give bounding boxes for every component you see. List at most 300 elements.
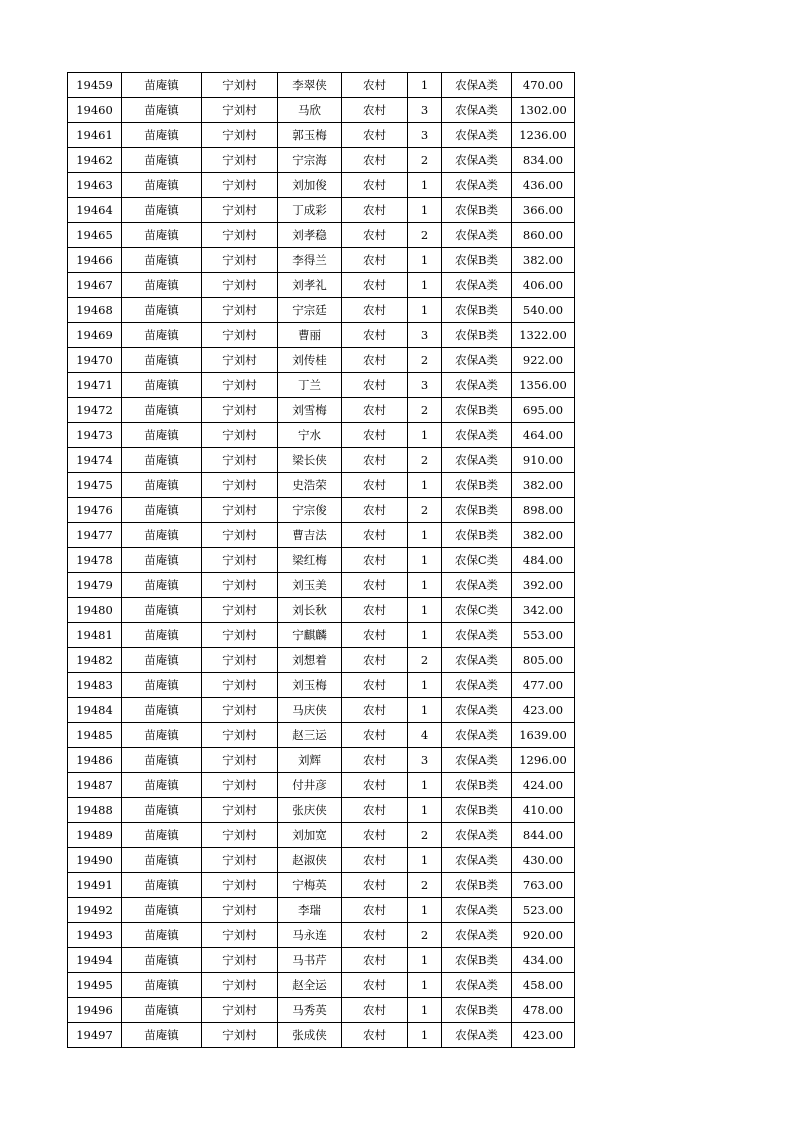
row-id-cell: 19496 [68,998,122,1023]
village-cell: 宁刘村 [202,648,278,673]
household-type-cell: 农村 [342,1023,408,1048]
insurance-class-cell: 农保A类 [442,373,512,398]
town-cell: 苗庵镇 [122,273,202,298]
name-cell: 赵三运 [278,723,342,748]
name-cell: 宁梅英 [278,873,342,898]
amount-cell: 477.00 [512,673,575,698]
town-cell: 苗庵镇 [122,823,202,848]
amount-cell: 860.00 [512,223,575,248]
household-type-cell: 农村 [342,848,408,873]
row-id-cell: 19464 [68,198,122,223]
insurance-class-cell: 农保A类 [442,898,512,923]
name-cell: 赵全运 [278,973,342,998]
member-count-cell: 2 [408,223,442,248]
member-count-cell: 1 [408,773,442,798]
amount-cell: 478.00 [512,998,575,1023]
amount-cell: 484.00 [512,548,575,573]
amount-cell: 366.00 [512,198,575,223]
household-type-cell: 农村 [342,148,408,173]
table-row [68,823,575,848]
town-cell: 苗庵镇 [122,198,202,223]
insurance-class-cell: 农保A类 [442,673,512,698]
household-type-cell: 农村 [342,748,408,773]
town-cell: 苗庵镇 [122,723,202,748]
town-cell: 苗庵镇 [122,148,202,173]
insurance-class-cell: 农保C类 [442,548,512,573]
town-cell: 苗庵镇 [122,773,202,798]
town-cell: 苗庵镇 [122,848,202,873]
member-count-cell: 1 [408,998,442,1023]
table-row [68,198,575,223]
town-cell: 苗庵镇 [122,398,202,423]
village-cell: 宁刘村 [202,973,278,998]
household-type-cell: 农村 [342,448,408,473]
table-row [68,898,575,923]
member-count-cell: 1 [408,623,442,648]
member-count-cell: 3 [408,373,442,398]
name-cell: 刘想着 [278,648,342,673]
household-type-cell: 农村 [342,198,408,223]
village-cell: 宁刘村 [202,898,278,923]
table-row [68,448,575,473]
village-cell: 宁刘村 [202,248,278,273]
insurance-class-cell: 农保A类 [442,848,512,873]
amount-cell: 464.00 [512,423,575,448]
row-id-cell: 19484 [68,698,122,723]
row-id-cell: 19476 [68,498,122,523]
member-count-cell: 1 [408,198,442,223]
amount-cell: 430.00 [512,848,575,873]
name-cell: 曹丽 [278,323,342,348]
name-cell: 马欣 [278,98,342,123]
town-cell: 苗庵镇 [122,673,202,698]
name-cell: 马永连 [278,923,342,948]
household-type-cell: 农村 [342,348,408,373]
amount-cell: 392.00 [512,573,575,598]
amount-cell: 910.00 [512,448,575,473]
town-cell: 苗庵镇 [122,1023,202,1048]
insurance-class-cell: 农保A类 [442,148,512,173]
member-count-cell: 1 [408,673,442,698]
member-count-cell: 2 [408,923,442,948]
household-type-cell: 农村 [342,648,408,673]
row-id-cell: 19470 [68,348,122,373]
town-cell: 苗庵镇 [122,523,202,548]
table-row [68,598,575,623]
table-row [68,573,575,598]
village-cell: 宁刘村 [202,448,278,473]
village-cell: 宁刘村 [202,223,278,248]
insurance-class-cell: 农保A类 [442,698,512,723]
row-id-cell: 19488 [68,798,122,823]
insurance-class-cell: 农保A类 [442,73,512,98]
table-row [68,98,575,123]
insurance-class-cell: 农保C类 [442,598,512,623]
table-row [68,648,575,673]
amount-cell: 458.00 [512,973,575,998]
village-cell: 宁刘村 [202,873,278,898]
household-type-cell: 农村 [342,798,408,823]
amount-cell: 763.00 [512,873,575,898]
village-cell: 宁刘村 [202,998,278,1023]
household-type-cell: 农村 [342,173,408,198]
village-cell: 宁刘村 [202,523,278,548]
table-row [68,873,575,898]
town-cell: 苗庵镇 [122,573,202,598]
table-row [68,773,575,798]
village-cell: 宁刘村 [202,323,278,348]
amount-cell: 423.00 [512,698,575,723]
row-id-cell: 19487 [68,773,122,798]
town-cell: 苗庵镇 [122,373,202,398]
village-cell: 宁刘村 [202,298,278,323]
household-type-cell: 农村 [342,498,408,523]
village-cell: 宁刘村 [202,498,278,523]
name-cell: 刘传桂 [278,348,342,373]
name-cell: 曹吉法 [278,523,342,548]
insurance-class-cell: 农保B类 [442,998,512,1023]
member-count-cell: 1 [408,548,442,573]
village-cell: 宁刘村 [202,698,278,723]
household-type-cell: 农村 [342,598,408,623]
row-id-cell: 19459 [68,73,122,98]
name-cell: 李翠侠 [278,73,342,98]
row-id-cell: 19483 [68,673,122,698]
household-type-cell: 农村 [342,248,408,273]
table-row [68,473,575,498]
household-type-cell: 农村 [342,123,408,148]
amount-cell: 920.00 [512,923,575,948]
row-id-cell: 19474 [68,448,122,473]
village-cell: 宁刘村 [202,823,278,848]
village-cell: 宁刘村 [202,198,278,223]
town-cell: 苗庵镇 [122,898,202,923]
data-table [67,72,575,1048]
household-type-cell: 农村 [342,98,408,123]
household-type-cell: 农村 [342,723,408,748]
amount-cell: 1236.00 [512,123,575,148]
row-id-cell: 19477 [68,523,122,548]
insurance-class-cell: 农保A类 [442,348,512,373]
town-cell: 苗庵镇 [122,923,202,948]
amount-cell: 695.00 [512,398,575,423]
name-cell: 赵淑侠 [278,848,342,873]
member-count-cell: 1 [408,973,442,998]
member-count-cell: 4 [408,723,442,748]
row-id-cell: 19469 [68,323,122,348]
village-cell: 宁刘村 [202,273,278,298]
table-row [68,923,575,948]
insurance-class-cell: 农保A类 [442,973,512,998]
row-id-cell: 19472 [68,398,122,423]
table-row [68,373,575,398]
table-row [68,698,575,723]
village-cell: 宁刘村 [202,123,278,148]
member-count-cell: 1 [408,73,442,98]
table-row [68,548,575,573]
household-type-cell: 农村 [342,673,408,698]
row-id-cell: 19466 [68,248,122,273]
name-cell: 李得兰 [278,248,342,273]
row-id-cell: 19492 [68,898,122,923]
row-id-cell: 19493 [68,923,122,948]
name-cell: 宁宗廷 [278,298,342,323]
member-count-cell: 2 [408,348,442,373]
household-type-cell: 农村 [342,873,408,898]
table-row [68,998,575,1023]
member-count-cell: 1 [408,1023,442,1048]
insurance-class-cell: 农保B类 [442,298,512,323]
insurance-class-cell: 农保A类 [442,273,512,298]
insurance-class-cell: 农保A类 [442,173,512,198]
name-cell: 丁兰 [278,373,342,398]
name-cell: 马秀英 [278,998,342,1023]
member-count-cell: 1 [408,698,442,723]
insurance-class-cell: 农保A类 [442,98,512,123]
insurance-class-cell: 农保B类 [442,523,512,548]
amount-cell: 922.00 [512,348,575,373]
name-cell: 李瑞 [278,898,342,923]
amount-cell: 410.00 [512,798,575,823]
household-type-cell: 农村 [342,223,408,248]
town-cell: 苗庵镇 [122,73,202,98]
amount-cell: 1302.00 [512,98,575,123]
member-count-cell: 1 [408,248,442,273]
household-type-cell: 农村 [342,948,408,973]
amount-cell: 424.00 [512,773,575,798]
village-cell: 宁刘村 [202,623,278,648]
table-row [68,273,575,298]
village-cell: 宁刘村 [202,573,278,598]
row-id-cell: 19461 [68,123,122,148]
amount-cell: 423.00 [512,1023,575,1048]
town-cell: 苗庵镇 [122,223,202,248]
insurance-class-cell: 农保A类 [442,823,512,848]
table-row [68,973,575,998]
row-id-cell: 19478 [68,548,122,573]
row-id-cell: 19462 [68,148,122,173]
village-cell: 宁刘村 [202,423,278,448]
name-cell: 刘玉梅 [278,673,342,698]
amount-cell: 382.00 [512,523,575,548]
town-cell: 苗庵镇 [122,123,202,148]
member-count-cell: 1 [408,598,442,623]
insurance-class-cell: 农保A类 [442,648,512,673]
row-id-cell: 19481 [68,623,122,648]
town-cell: 苗庵镇 [122,698,202,723]
member-count-cell: 1 [408,573,442,598]
amount-cell: 898.00 [512,498,575,523]
name-cell: 刘长秋 [278,598,342,623]
table-row [68,348,575,373]
town-cell: 苗庵镇 [122,98,202,123]
village-cell: 宁刘村 [202,398,278,423]
table-row [68,523,575,548]
household-type-cell: 农村 [342,773,408,798]
name-cell: 梁长侠 [278,448,342,473]
household-type-cell: 农村 [342,523,408,548]
member-count-cell: 1 [408,848,442,873]
member-count-cell: 1 [408,173,442,198]
row-id-cell: 19491 [68,873,122,898]
name-cell: 宁宗俊 [278,498,342,523]
town-cell: 苗庵镇 [122,548,202,573]
amount-cell: 342.00 [512,598,575,623]
town-cell: 苗庵镇 [122,623,202,648]
town-cell: 苗庵镇 [122,298,202,323]
name-cell: 张庆侠 [278,798,342,823]
table-row [68,798,575,823]
table-body [68,73,575,1048]
name-cell: 刘孝稳 [278,223,342,248]
table-row [68,673,575,698]
household-type-cell: 农村 [342,423,408,448]
table-row [68,248,575,273]
household-type-cell: 农村 [342,323,408,348]
amount-cell: 406.00 [512,273,575,298]
table-row [68,948,575,973]
household-type-cell: 农村 [342,473,408,498]
amount-cell: 470.00 [512,73,575,98]
member-count-cell: 3 [408,123,442,148]
amount-cell: 1322.00 [512,323,575,348]
village-cell: 宁刘村 [202,798,278,823]
row-id-cell: 19486 [68,748,122,773]
household-type-cell: 农村 [342,573,408,598]
insurance-class-cell: 农保A类 [442,423,512,448]
table-row [68,173,575,198]
household-type-cell: 农村 [342,398,408,423]
town-cell: 苗庵镇 [122,973,202,998]
row-id-cell: 19490 [68,848,122,873]
member-count-cell: 3 [408,98,442,123]
row-id-cell: 19467 [68,273,122,298]
table-row [68,73,575,98]
name-cell: 宁水 [278,423,342,448]
member-count-cell: 1 [408,948,442,973]
member-count-cell: 2 [408,448,442,473]
insurance-class-cell: 农保B类 [442,948,512,973]
name-cell: 刘加俊 [278,173,342,198]
insurance-class-cell: 农保B类 [442,798,512,823]
village-cell: 宁刘村 [202,548,278,573]
insurance-class-cell: 农保B类 [442,873,512,898]
amount-cell: 436.00 [512,173,575,198]
village-cell: 宁刘村 [202,673,278,698]
table-row [68,223,575,248]
row-id-cell: 19475 [68,473,122,498]
town-cell: 苗庵镇 [122,873,202,898]
row-id-cell: 19460 [68,98,122,123]
name-cell: 宁麒麟 [278,623,342,648]
member-count-cell: 2 [408,648,442,673]
village-cell: 宁刘村 [202,723,278,748]
insurance-class-cell: 农保B类 [442,323,512,348]
village-cell: 宁刘村 [202,923,278,948]
insurance-class-cell: 农保A类 [442,623,512,648]
row-id-cell: 19479 [68,573,122,598]
member-count-cell: 2 [408,498,442,523]
row-id-cell: 19465 [68,223,122,248]
member-count-cell: 2 [408,823,442,848]
row-id-cell: 19482 [68,648,122,673]
household-type-cell: 农村 [342,73,408,98]
household-type-cell: 农村 [342,998,408,1023]
town-cell: 苗庵镇 [122,748,202,773]
insurance-class-cell: 农保B类 [442,773,512,798]
amount-cell: 1356.00 [512,373,575,398]
town-cell: 苗庵镇 [122,248,202,273]
table-row [68,1023,575,1048]
name-cell: 史浩荣 [278,473,342,498]
name-cell: 梁红梅 [278,548,342,573]
village-cell: 宁刘村 [202,848,278,873]
name-cell: 刘加宽 [278,823,342,848]
household-type-cell: 农村 [342,373,408,398]
village-cell: 宁刘村 [202,773,278,798]
household-type-cell: 农村 [342,898,408,923]
village-cell: 宁刘村 [202,73,278,98]
name-cell: 付井彦 [278,773,342,798]
name-cell: 马书芹 [278,948,342,973]
table-row [68,848,575,873]
household-type-cell: 农村 [342,823,408,848]
table-row [68,123,575,148]
amount-cell: 434.00 [512,948,575,973]
row-id-cell: 19473 [68,423,122,448]
name-cell: 丁成彩 [278,198,342,223]
row-id-cell: 19485 [68,723,122,748]
village-cell: 宁刘村 [202,748,278,773]
village-cell: 宁刘村 [202,348,278,373]
amount-cell: 540.00 [512,298,575,323]
village-cell: 宁刘村 [202,173,278,198]
village-cell: 宁刘村 [202,98,278,123]
name-cell: 刘玉美 [278,573,342,598]
member-count-cell: 1 [408,898,442,923]
town-cell: 苗庵镇 [122,473,202,498]
town-cell: 苗庵镇 [122,948,202,973]
town-cell: 苗庵镇 [122,323,202,348]
member-count-cell: 2 [408,398,442,423]
row-id-cell: 19494 [68,948,122,973]
member-count-cell: 1 [408,273,442,298]
insurance-class-cell: 农保A类 [442,1023,512,1048]
insurance-class-cell: 农保B类 [442,248,512,273]
household-type-cell: 农村 [342,548,408,573]
town-cell: 苗庵镇 [122,173,202,198]
member-count-cell: 2 [408,148,442,173]
household-type-cell: 农村 [342,973,408,998]
insurance-class-cell: 农保B类 [442,498,512,523]
amount-cell: 382.00 [512,248,575,273]
town-cell: 苗庵镇 [122,498,202,523]
row-id-cell: 19471 [68,373,122,398]
table-row [68,748,575,773]
name-cell: 马庆侠 [278,698,342,723]
amount-cell: 523.00 [512,898,575,923]
village-cell: 宁刘村 [202,148,278,173]
amount-cell: 834.00 [512,148,575,173]
amount-cell: 805.00 [512,648,575,673]
village-cell: 宁刘村 [202,948,278,973]
table-row [68,398,575,423]
table-row [68,323,575,348]
amount-cell: 1639.00 [512,723,575,748]
household-type-cell: 农村 [342,273,408,298]
name-cell: 刘辉 [278,748,342,773]
household-type-cell: 农村 [342,923,408,948]
